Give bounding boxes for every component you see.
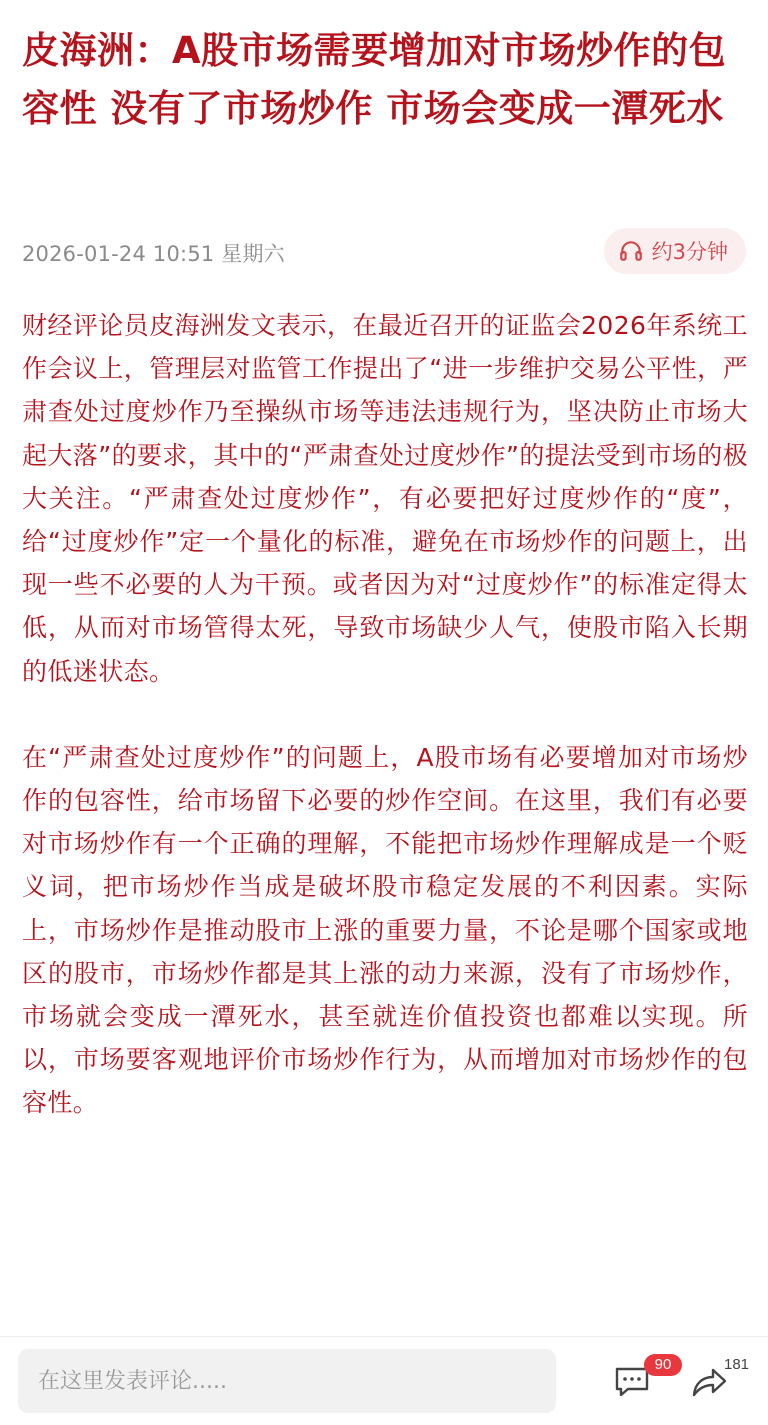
publish-date: 2026-01-24 10:51 星期六	[22, 242, 285, 266]
article-paragraph: 在“严肃查处过度炒作”的问题上，A股市场有必要增加对市场炒作的包容性，给市场留下必要的炒作空间。在这里，我们有必要对市场炒作有一个正确的理解，不能把市场炒作理解成是一个贬义词，把市场炒作当成是破坏股市稳定发展的不利因素。实际上，市场炒作是推动股市上涨的重要力量，不论是哪个国家或地区的股市，市场炒作都是其上涨的动力来源，没有了市场炒作，市场就会变成一潭死水，甚至就连价值投资也都难以实现。所以，市场要客观地评价市场炒作行为，从而增加对市场炒作的包容性。	[22, 742, 748, 1118]
comment-bar	[0, 1336, 768, 1425]
article-title: 皮海洲：A股市场需要增加对市场炒作的包容性 没有了市场炒作 市场会变成一潭死水	[22, 29, 727, 130]
headphones-icon	[618, 238, 644, 264]
comment-input[interactable]	[18, 1349, 556, 1413]
article-paragraph: 财经评论员皮海洲发文表示，在最近召开的证监会2026年系统工作会议上，管理层对监管工作提出了“进一步维护交易公平性，严肃查处过度炒作乃至操纵市场等违法违规行为，坚决防止市场大起大落”的要求，其中的“严肃查处过度炒作”的提法受到市场的极大关注。“严肃查处过度炒作”，有必要把好过度炒作的“度”，给“过度炒作”定一个量化的标准，避免在市场炒作的问题上，出现一些不必要的人为干预。或者因为对“过度炒作”的标准定得太低，从而对市场管得太死，导致市场缺少人气，使股市陷入长期的低迷状态。	[22, 311, 748, 686]
listen-button[interactable]	[604, 228, 746, 274]
article-body	[22, 304, 748, 1125]
listen-duration: 约3分钟	[651, 240, 728, 264]
article-meta	[22, 228, 746, 276]
share-count: 181	[724, 1356, 750, 1373]
comment-count-badge: 90	[644, 1354, 682, 1376]
